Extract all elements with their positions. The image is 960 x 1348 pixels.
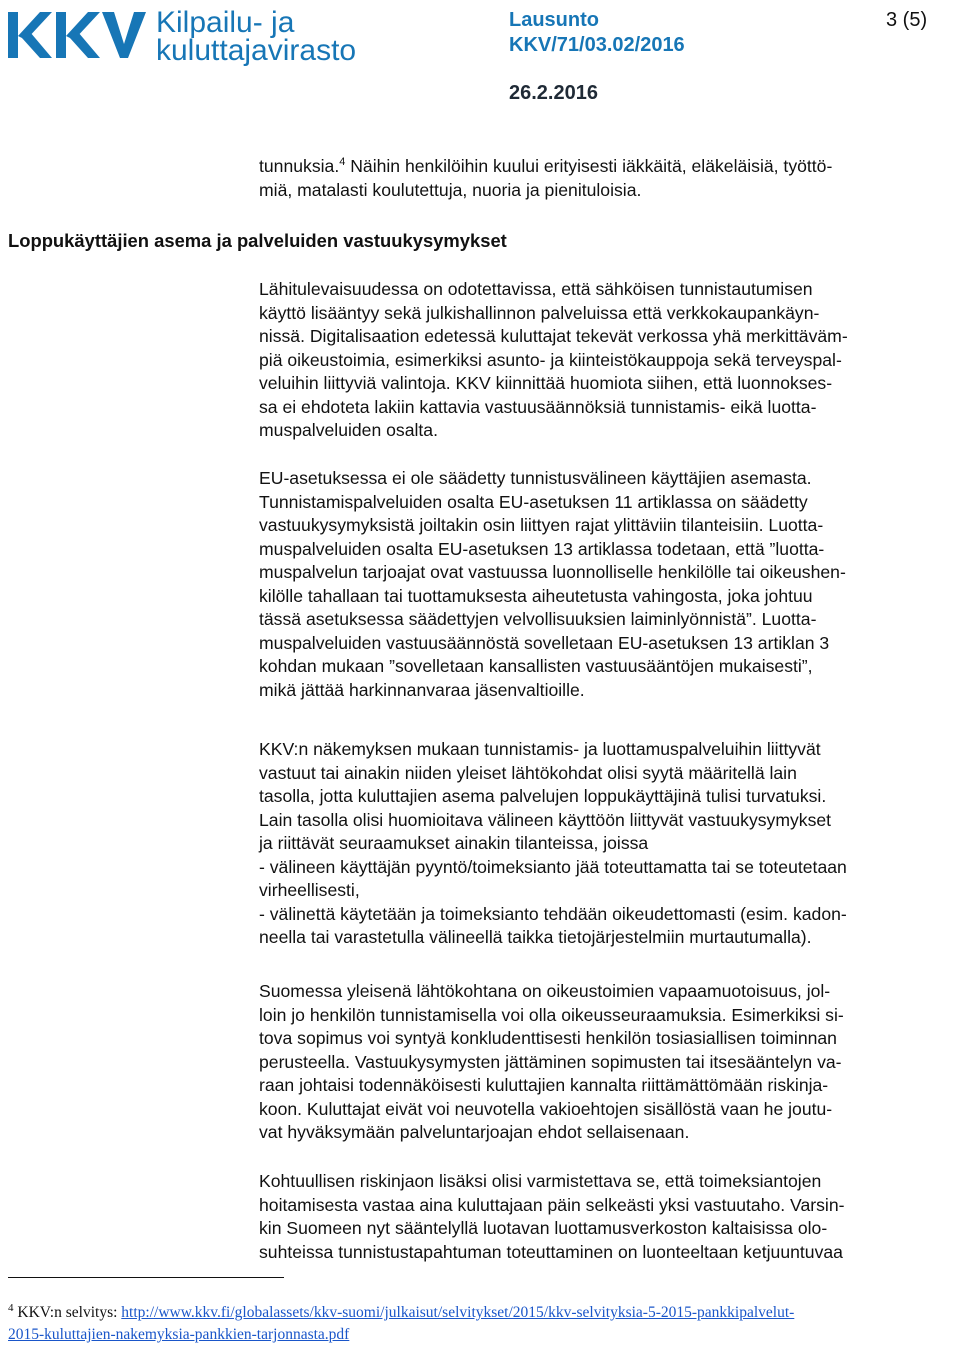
list-item-continuation: neella tai varastetulla välineellä taikka tietojärjestelmiin murtautumalla).	[259, 927, 812, 947]
paragraph-line: mikä jättää harkinnanvaraa jäsenvaltioille.	[259, 679, 585, 700]
paragraph-line: kilölle tahallaan tai tuottamuksesta aiheutetusta vahingosta, joka johtuu	[259, 585, 813, 606]
paragraph-5	[259, 1170, 959, 1264]
page-number: 3 (5)	[886, 9, 928, 31]
document-type: Lausunto	[509, 9, 599, 31]
list-item: - välinettä käytetään ja toimeksianto tehdään oikeudettomasti (esim. kadon-	[259, 903, 847, 924]
footnote-link-line1: http://www.kkv.fi/globalassets/kkv-suomi/julkaisut/selvitykset/2015/kkv-selvityksia-5-2015-pankkipalvelut-	[121, 1304, 795, 1321]
paragraph-line: vastuukysymyksistä joiltakin osin liittyen rajat ylittäviin tilanteisiin. Luotta-	[259, 515, 824, 535]
document-reference: KKV/71/03.02/2016	[509, 34, 685, 56]
document-date: 26.2.2016	[509, 82, 598, 104]
paragraph-line: tova sopimus voi syntyä konkludenttisesti henkilön tosiasiallisen toiminnan	[259, 1028, 837, 1048]
paragraph-line: Tunnistamispalveluiden osalta EU-asetuksen 11 artiklassa on säädetty	[259, 491, 808, 512]
paragraph-line: KKV:n näkemyksen mukaan tunnistamis- ja luottamuspalveluihin liittyvät	[259, 739, 821, 759]
paragraph-line: raan johtaisi todennäköisesti kuluttajien kannalta riittämättömään riskinja-	[259, 1075, 829, 1095]
paragraph-line: loin jo henkilön tunnistamisella voi olla oikeusseuraamuksia. Esimerkiksi si-	[259, 1004, 844, 1025]
paragraph-line: tässä asetuksessa säädettyjen velvollisuuksien laiminlyönnistä”. Luotta-	[259, 609, 817, 629]
paragraph-line: vastuut tai ainakin niiden yleiset lähtökohdat olisi syytä määritellä lain	[259, 762, 797, 783]
paragraph-2	[259, 467, 959, 702]
paragraph-line: Suomessa yleisenä lähtökohtana on oikeustoimien vapaamuotoisuus, jol-	[259, 981, 831, 1001]
intro-line-1-post: Näihin henkilöihin kuului erityisesti iäkkäitä, eläkeläisiä, työttö-	[345, 156, 833, 176]
list-item: - välineen käyttäjän pyyntö/toimeksianto jää toteuttamatta tai se toteutetaan	[259, 856, 847, 877]
paragraph-line: käyttö lisääntyy sekä julkishallinnon palveluissa että verkkokaupankäyn-	[259, 302, 820, 323]
paragraph-line: ja riittävät seuraamukset ainakin tilanteissa, joissa	[259, 833, 649, 853]
paragraph-line: sa ei ehdoteta lakiin kattavia vastuusäännöksiä tunnistamis- eikä luotta-	[259, 396, 817, 417]
intro-line-1	[259, 155, 959, 179]
footnote	[8, 1302, 958, 1346]
paragraph-line: hoitamisesta vastaa aina kuluttajaan päin selkeästi yksi vastuutaho. Varsin-	[259, 1194, 845, 1215]
kkv-logo	[6, 6, 357, 67]
paragraph-line: EU-asetuksessa ei ole säädetty tunnistusvälineen käyttäjien asemasta.	[259, 468, 812, 488]
paragraph-4	[259, 980, 959, 1145]
paragraph-3	[259, 738, 959, 950]
paragraph-line: koon. Kuluttajat eivät voi neuvotella vakioehtojen sisällöstä vaan he joutu-	[259, 1098, 833, 1119]
footnote-reference: 4	[339, 156, 346, 169]
footnote-divider	[8, 1277, 284, 1278]
paragraph-line: vat hyväksymään palveluntarjoajan ehdot sellaisenaan.	[259, 1122, 690, 1142]
org-name-line1: Kilpailu- ja	[156, 6, 295, 39]
footnote-number: 4	[8, 1301, 14, 1314]
org-name-line2: kuluttajavirasto	[156, 34, 357, 67]
intro-line-2: miä, matalasti koulutettuja, nuoria ja pienituloisia.	[259, 179, 642, 200]
intro-line-1-pre: tunnuksia.	[259, 156, 340, 176]
paragraph-line: muspalvelun tarjoajat ovat vastuussa luonnolliselle henkilölle tai oikeushen-	[259, 562, 846, 582]
paragraph-1	[259, 278, 959, 443]
paragraph-line: muspalveluiden osalta EU-asetuksen 13 artiklassa todetaan, että ”luotta-	[259, 538, 825, 559]
kkv-logo-mark	[6, 6, 148, 62]
section-heading: Loppukäyttäjien asema ja palveluiden vastuukysymykset	[8, 230, 507, 251]
paragraph-line: tasolla, jotta kuluttajien asema palvelujen loppukäyttäjinä tulisi turvatuksi.	[259, 786, 827, 806]
footnote-link[interactable]	[8, 1301, 795, 1343]
footnote-label: KKV:n selvitys:	[17, 1304, 122, 1321]
paragraph-line: kin Suomeen nyt sääntelyllä luotavan luottamusverkoston kaltaisissa olo-	[259, 1218, 828, 1238]
paragraph-line: nissä. Digitalisaation edetessä kuluttajat tekevät verkossa yhä merkittäväm-	[259, 326, 848, 346]
paragraph-line: suhteissa tunnistustapahtuman toteuttaminen on luonteeltaan ketjuuntuvaa	[259, 1241, 843, 1262]
footnote-link-line2: 2015-kuluttajien-nakemyksia-pankkien-tarjonnasta.pdf	[8, 1326, 350, 1343]
list-item-continuation: virheellisesti,	[259, 880, 360, 900]
paragraph-line: piä oikeustoimia, esimerkiksi asunto- ja kiinteistökauppoja sekä terveyspal-	[259, 349, 842, 370]
paragraph-line: Lain tasolla olisi huomioitava välineen käyttöön liittyvät vastuukysymykset	[259, 809, 832, 830]
paragraph-line: kohdan mukaan ”sovelletaan kansallisten vastuusääntöjen mukaisesti”,	[259, 656, 813, 676]
paragraph-line: muspalveluiden vastuusäännöstä sovelletaan EU-asetuksen 13 artiklan 3	[259, 632, 830, 653]
paragraph-line: perusteella. Vastuukysymysten jättäminen sopimusten tai itsesääntelyn va-	[259, 1051, 842, 1072]
paragraph-line: Kohtuullisen riskinjaon lisäksi olisi varmistettava se, että toimeksiantojen	[259, 1171, 822, 1191]
paragraph-line: Lähitulevaisuudessa on odotettavissa, että sähköisen tunnistautumisen	[259, 279, 813, 299]
paragraph-line: muspalveluiden osalta.	[259, 420, 438, 440]
intro-text	[259, 155, 959, 202]
paragraph-line: veluihin liittyviä valintoja. KKV kiinnittää huomiota siihen, että luonnokses-	[259, 373, 833, 393]
